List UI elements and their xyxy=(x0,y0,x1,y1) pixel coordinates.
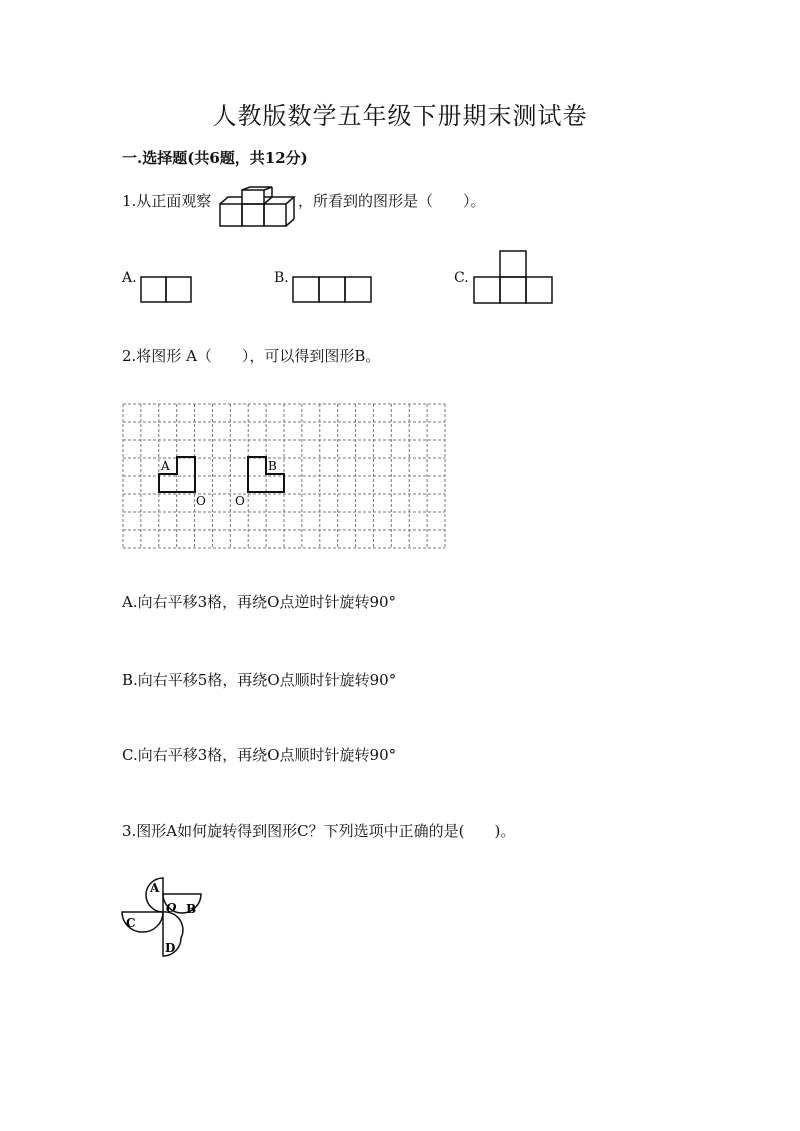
label-o-right: O xyxy=(235,494,245,508)
q1-option-a-label[interactable]: A. xyxy=(122,270,137,286)
q1-option-b-figure xyxy=(292,276,372,304)
q1-option-c-figure xyxy=(473,250,553,304)
q3-label-c: C xyxy=(126,916,136,930)
q2-text: 2.将图形 A（ ），可以得到图形B。 xyxy=(122,347,381,365)
q1-solid-figure xyxy=(216,186,296,230)
section-heading: 一.选择题(共6题，共12分) xyxy=(122,149,308,167)
cube-top xyxy=(242,190,264,204)
q2-grid-figure xyxy=(122,403,446,549)
q1-option-a-figure xyxy=(140,276,192,304)
page-title: 人教版数学五年级下册期末测试卷 xyxy=(212,102,588,130)
q2-option-b[interactable]: B.向右平移5格，再绕O点顺时针旋转90° xyxy=(122,671,397,689)
q3-label-d: D xyxy=(165,941,176,955)
cube-front-1 xyxy=(220,204,242,226)
q1-option-b-label[interactable]: B. xyxy=(274,270,289,286)
label-o-left: O xyxy=(196,494,206,508)
label-b: B xyxy=(268,459,277,473)
q3-text: 3.图形A如何旋转得到图形C？下列选项中正确的是( )。 xyxy=(122,822,516,840)
q1-suffix: ，所看到的图形是（ ）。 xyxy=(298,192,486,210)
q3-label-a: A xyxy=(150,881,160,895)
q3-pinwheel-figure xyxy=(118,876,214,960)
q3-label-o: O xyxy=(166,901,177,915)
cube-front-2 xyxy=(242,204,264,226)
label-a: A xyxy=(161,459,170,473)
q1-option-c-label[interactable]: C. xyxy=(454,270,469,286)
q2-option-c[interactable]: C.向右平移3格，再绕O点顺时针旋转90° xyxy=(122,746,397,764)
q1-prefix: 1.从正面观察 xyxy=(122,192,212,210)
q2-option-a[interactable]: A.向右平移3格，再绕O点逆时针旋转90° xyxy=(122,593,397,611)
cube-front-3 xyxy=(264,204,286,226)
q3-label-b: B xyxy=(186,902,197,916)
